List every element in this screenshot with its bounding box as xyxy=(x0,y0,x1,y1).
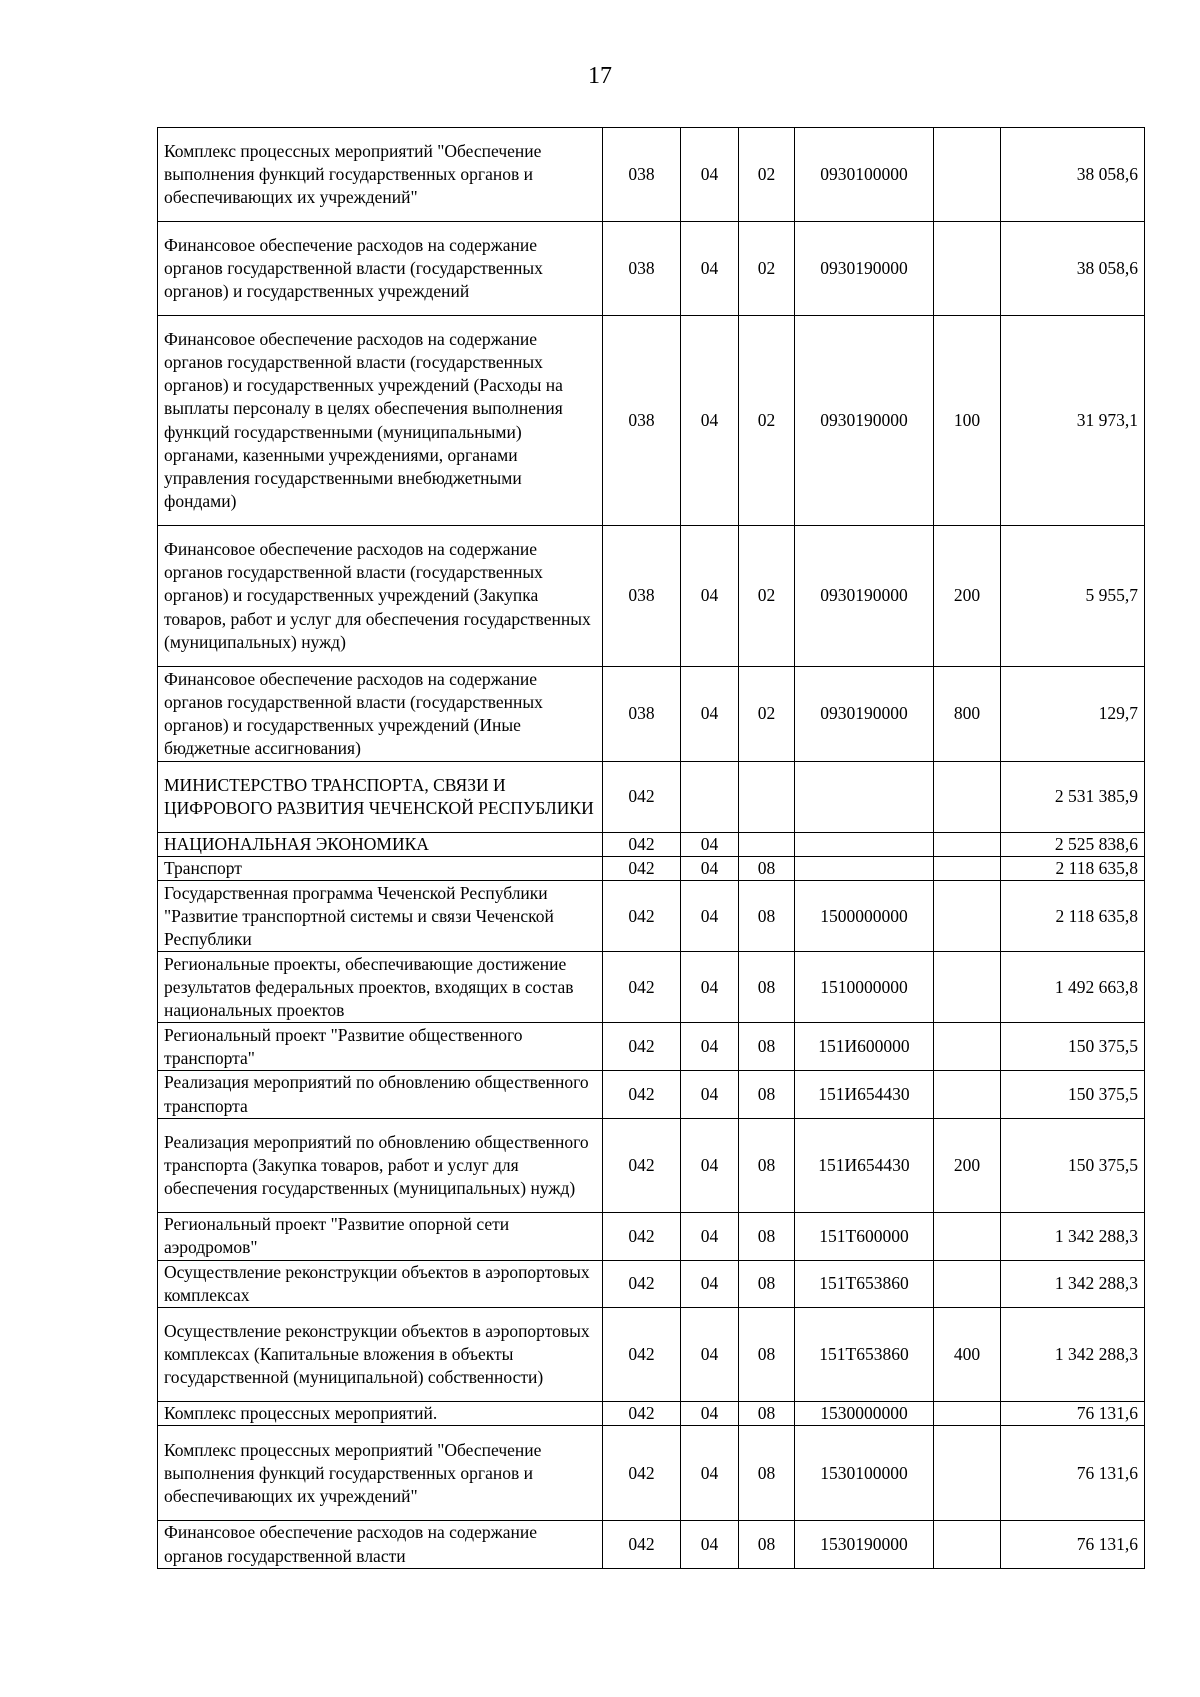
table-row xyxy=(158,952,1145,1023)
amount: 150 375,5 xyxy=(1001,1071,1145,1118)
expense-type-code xyxy=(934,128,1001,222)
subsection-code: 08 xyxy=(739,1521,795,1568)
section-code: 04 xyxy=(681,1402,739,1426)
row-name: Комплекс процессных мероприятий "Обеспечение выполнения функций государственных органов и обеспечивающих их учреждений" xyxy=(158,128,603,222)
table-row xyxy=(158,1212,1145,1260)
target-article-code: 0930190000 xyxy=(795,222,934,316)
section-code: 04 xyxy=(681,1212,739,1260)
budget-table xyxy=(157,127,1145,1569)
expense-type-code: 200 xyxy=(934,1118,1001,1212)
ministry-code: 038 xyxy=(603,526,681,667)
row-name: Государственная программа Чеченской Республики "Развитие транспортной системы и связи Чеченской Республики xyxy=(158,881,603,952)
table-row xyxy=(158,1308,1145,1402)
ministry-code: 038 xyxy=(603,222,681,316)
subsection-code: 08 xyxy=(739,1260,795,1307)
section-code: 04 xyxy=(681,1118,739,1212)
target-article-code: 151Т600000 xyxy=(795,1212,934,1260)
ministry-code: 042 xyxy=(603,1426,681,1521)
section-code: 04 xyxy=(681,857,739,881)
amount: 76 131,6 xyxy=(1001,1521,1145,1568)
subsection-code xyxy=(739,833,795,857)
expense-type-code: 800 xyxy=(934,667,1001,762)
row-name: НАЦИОНАЛЬНАЯ ЭКОНОМИКА xyxy=(158,833,603,857)
section-code: 04 xyxy=(681,952,739,1023)
row-name: Транспорт xyxy=(158,857,603,881)
row-name: Финансовое обеспечение расходов на содержание органов государственной власти (государственных органов) и государственных учреждений xyxy=(158,222,603,316)
amount: 2 118 635,8 xyxy=(1001,857,1145,881)
subsection-code: 02 xyxy=(739,128,795,222)
expense-type-code xyxy=(934,833,1001,857)
target-article-code: 1530190000 xyxy=(795,1521,934,1568)
ministry-code: 042 xyxy=(603,1402,681,1426)
row-name: Финансовое обеспечение расходов на содержание органов государственной власти xyxy=(158,1521,603,1568)
amount: 1 342 288,3 xyxy=(1001,1212,1145,1260)
expense-type-code xyxy=(934,1023,1001,1071)
subsection-code: 02 xyxy=(739,222,795,316)
subsection-code: 08 xyxy=(739,952,795,1023)
table-row xyxy=(158,881,1145,952)
row-name: Реализация мероприятий по обновлению общественного транспорта xyxy=(158,1071,603,1118)
subsection-code: 02 xyxy=(739,667,795,762)
target-article-code: 0930190000 xyxy=(795,526,934,667)
amount: 5 955,7 xyxy=(1001,526,1145,667)
row-name: Комплекс процессных мероприятий "Обеспечение выполнения функций государственных органов и обеспечивающих их учреждений" xyxy=(158,1426,603,1521)
expense-type-code xyxy=(934,952,1001,1023)
amount: 1 342 288,3 xyxy=(1001,1308,1145,1402)
subsection-code: 08 xyxy=(739,881,795,952)
ministry-code: 042 xyxy=(603,1212,681,1260)
section-code: 04 xyxy=(681,316,739,526)
subsection-code: 02 xyxy=(739,526,795,667)
table-row xyxy=(158,1426,1145,1521)
target-article-code: 151Т653860 xyxy=(795,1308,934,1402)
section-code: 04 xyxy=(681,1071,739,1118)
section-code: 04 xyxy=(681,833,739,857)
section-code: 04 xyxy=(681,667,739,762)
target-article-code: 0930190000 xyxy=(795,667,934,762)
target-article-code: 1530100000 xyxy=(795,1426,934,1521)
row-name: Финансовое обеспечение расходов на содержание органов государственной власти (государственных органов) и государственных учреждений (Иные бюджетные ассигнования) xyxy=(158,667,603,762)
expense-type-code: 400 xyxy=(934,1308,1001,1402)
row-name: Региональные проекты, обеспечивающие достижение результатов федеральных проектов, входящих в состав национальных проектов xyxy=(158,952,603,1023)
target-article-code xyxy=(795,762,934,833)
expense-type-code xyxy=(934,762,1001,833)
ministry-code: 042 xyxy=(603,857,681,881)
ministry-code: 042 xyxy=(603,833,681,857)
target-article-code: 0930100000 xyxy=(795,128,934,222)
row-name: Комплекс процессных мероприятий. xyxy=(158,1402,603,1426)
page-number: 17 xyxy=(588,63,612,89)
subsection-code: 02 xyxy=(739,316,795,526)
table-row xyxy=(158,128,1145,222)
ministry-code: 038 xyxy=(603,667,681,762)
expense-type-code xyxy=(934,1212,1001,1260)
table-row xyxy=(158,857,1145,881)
target-article-code: 1500000000 xyxy=(795,881,934,952)
ministry-code: 042 xyxy=(603,1260,681,1307)
section-code: 04 xyxy=(681,1308,739,1402)
row-name: Финансовое обеспечение расходов на содержание органов государственной власти (государственных органов) и государственных учреждений (Закупка товаров, работ и услуг для обеспечения государственных (муниципальных) нужд) xyxy=(158,526,603,667)
section-code: 04 xyxy=(681,1521,739,1568)
target-article-code: 151Т653860 xyxy=(795,1260,934,1307)
ministry-code: 042 xyxy=(603,1071,681,1118)
target-article-code: 151И654430 xyxy=(795,1118,934,1212)
section-code: 04 xyxy=(681,222,739,316)
subsection-code xyxy=(739,762,795,833)
target-article-code: 1510000000 xyxy=(795,952,934,1023)
expense-type-code xyxy=(934,222,1001,316)
expense-type-code xyxy=(934,857,1001,881)
section-code: 04 xyxy=(681,1023,739,1071)
table-row xyxy=(158,526,1145,667)
target-article-code: 151И600000 xyxy=(795,1023,934,1071)
table-row xyxy=(158,1118,1145,1212)
table-row xyxy=(158,1260,1145,1307)
expense-type-code xyxy=(934,1402,1001,1426)
subsection-code: 08 xyxy=(739,857,795,881)
amount: 76 131,6 xyxy=(1001,1426,1145,1521)
row-name: МИНИСТЕРСТВО ТРАНСПОРТА, СВЯЗИ И ЦИФРОВОГО РАЗВИТИЯ ЧЕЧЕНСКОЙ РЕСПУБЛИКИ xyxy=(158,762,603,833)
subsection-code: 08 xyxy=(739,1212,795,1260)
table-row xyxy=(158,1521,1145,1568)
amount: 150 375,5 xyxy=(1001,1023,1145,1071)
ministry-code: 038 xyxy=(603,128,681,222)
subsection-code: 08 xyxy=(739,1402,795,1426)
row-name: Осуществление реконструкции объектов в аэропортовых комплексах xyxy=(158,1260,603,1307)
amount: 38 058,6 xyxy=(1001,128,1145,222)
amount: 1 492 663,8 xyxy=(1001,952,1145,1023)
section-code: 04 xyxy=(681,526,739,667)
expense-type-code xyxy=(934,881,1001,952)
amount: 1 342 288,3 xyxy=(1001,1260,1145,1307)
expense-type-code xyxy=(934,1260,1001,1307)
table-row xyxy=(158,1071,1145,1118)
table-row xyxy=(158,667,1145,762)
row-name: Осуществление реконструкции объектов в аэропортовых комплексах (Капитальные вложения в объекты государственной (муниципальной) собственности) xyxy=(158,1308,603,1402)
amount: 2 531 385,9 xyxy=(1001,762,1145,833)
table-row xyxy=(158,1402,1145,1426)
expense-type-code xyxy=(934,1426,1001,1521)
subsection-code: 08 xyxy=(739,1118,795,1212)
subsection-code: 08 xyxy=(739,1426,795,1521)
ministry-code: 042 xyxy=(603,952,681,1023)
expense-type-code xyxy=(934,1521,1001,1568)
expense-type-code: 200 xyxy=(934,526,1001,667)
section-code: 04 xyxy=(681,1260,739,1307)
target-article-code: 0930190000 xyxy=(795,316,934,526)
target-article-code xyxy=(795,857,934,881)
amount: 31 973,1 xyxy=(1001,316,1145,526)
amount: 2 118 635,8 xyxy=(1001,881,1145,952)
amount: 2 525 838,6 xyxy=(1001,833,1145,857)
section-code: 04 xyxy=(681,881,739,952)
target-article-code xyxy=(795,833,934,857)
ministry-code: 042 xyxy=(603,1308,681,1402)
subsection-code: 08 xyxy=(739,1071,795,1118)
ministry-code: 042 xyxy=(603,1521,681,1568)
ministry-code: 042 xyxy=(603,1023,681,1071)
amount: 76 131,6 xyxy=(1001,1402,1145,1426)
table-row xyxy=(158,1023,1145,1071)
subsection-code: 08 xyxy=(739,1023,795,1071)
ministry-code: 042 xyxy=(603,881,681,952)
table-row xyxy=(158,833,1145,857)
amount: 38 058,6 xyxy=(1001,222,1145,316)
row-name: Финансовое обеспечение расходов на содержание органов государственной власти (государственных органов) и государственных учреждений (Расходы на выплаты персоналу в целях обеспечения выполнения функций государственными (муниципальными) органами, казенными учреждениями, органами управления государственными внебюджетными фондами) xyxy=(158,316,603,526)
row-name: Региональный проект "Развитие опорной сети аэродромов" xyxy=(158,1212,603,1260)
section-code xyxy=(681,762,739,833)
ministry-code: 042 xyxy=(603,1118,681,1212)
section-code: 04 xyxy=(681,128,739,222)
subsection-code: 08 xyxy=(739,1308,795,1402)
table-row xyxy=(158,222,1145,316)
expense-type-code xyxy=(934,1071,1001,1118)
ministry-code: 042 xyxy=(603,762,681,833)
amount: 150 375,5 xyxy=(1001,1118,1145,1212)
target-article-code: 1530000000 xyxy=(795,1402,934,1426)
table-row xyxy=(158,762,1145,833)
target-article-code: 151И654430 xyxy=(795,1071,934,1118)
section-code: 04 xyxy=(681,1426,739,1521)
row-name: Реализация мероприятий по обновлению общественного транспорта (Закупка товаров, работ и услуг для обеспечения государственных (муниципальных) нужд) xyxy=(158,1118,603,1212)
amount: 129,7 xyxy=(1001,667,1145,762)
row-name: Региональный проект "Развитие общественного транспорта" xyxy=(158,1023,603,1071)
ministry-code: 038 xyxy=(603,316,681,526)
table-row xyxy=(158,316,1145,526)
expense-type-code: 100 xyxy=(934,316,1001,526)
